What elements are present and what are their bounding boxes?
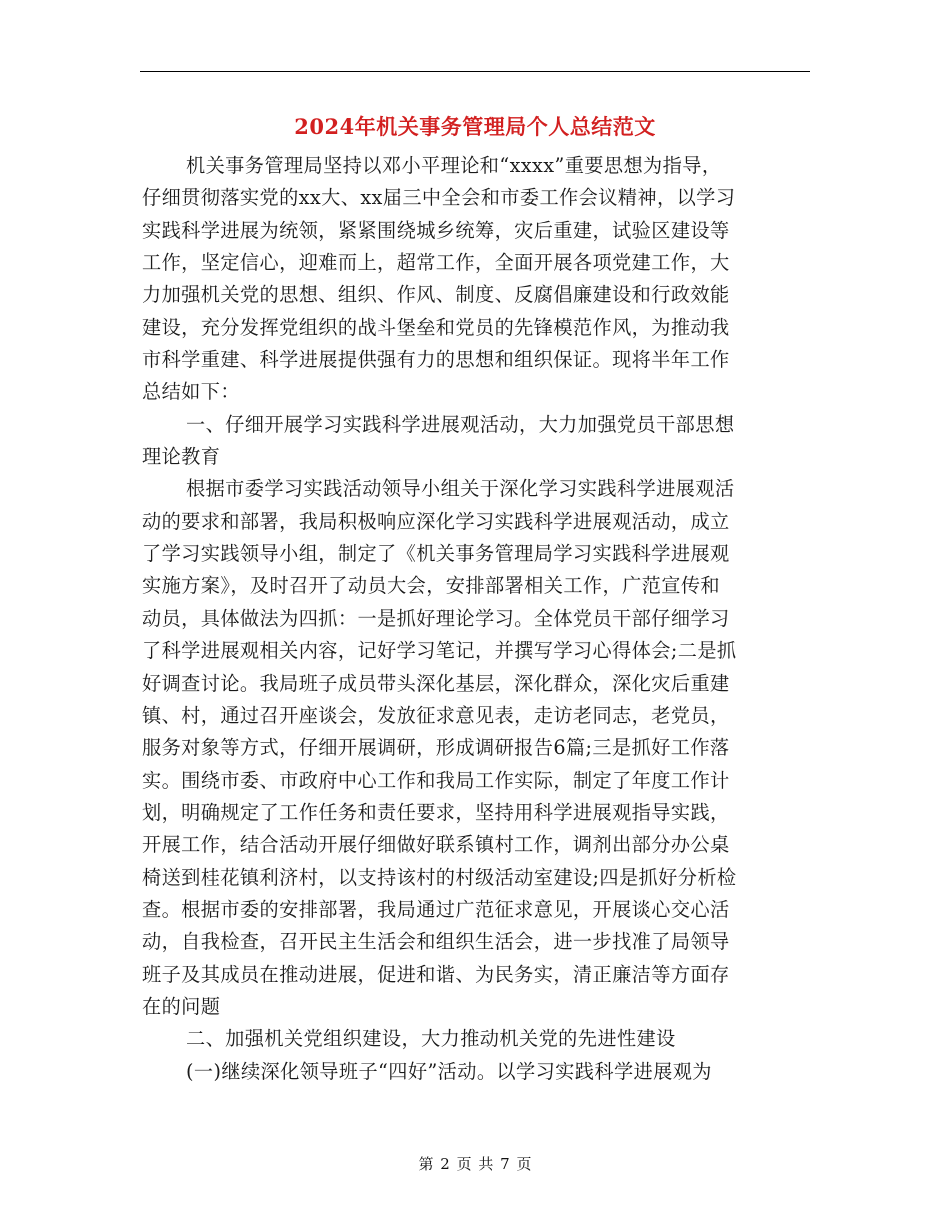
text-line: 服务对象等方式，仔细开展调研，形成调研报告6篇;三是抓好工作落	[142, 736, 730, 760]
text-line: 实践科学进展为统领，紧紧围绕城乡统筹，灾后重建，试验区建设等	[142, 218, 730, 242]
text-line: 二、加强机关党组织建设，大力推动机关党的先进性建设	[186, 1027, 676, 1051]
text-line: 划，明确规定了工作任务和责任要求，坚持用科学进展观指导实践，	[142, 800, 730, 824]
text-line: 了科学进展观相关内容，记好学习笔记，并撰写学习心得体会;二是抓	[142, 639, 737, 663]
text-line: 机关事务管理局坚持以邓小平理论和“xxxx”重要思想为指导，	[186, 154, 722, 177]
text-line: 建设，充分发挥党组织的战斗堡垒和党员的先锋模范作风，为推动我	[142, 315, 730, 339]
text-line: 力加强机关党的思想、组织、作风、制度、反腐倡廉建设和行政效能	[142, 283, 730, 307]
page-number	[0, 1154, 950, 1174]
text-line: 查。根据市委的安排部署，我局通过广范征求意见，开展谈心交心活	[142, 897, 730, 921]
text-line: 了学习实践领导小组，制定了《机关事务管理局学习实践科学进展观	[142, 542, 730, 566]
header-rule	[140, 71, 810, 72]
text-line: 理论教育	[142, 445, 221, 469]
text-line: 一、仔细开展学习实践科学进展观活动，大力加强党员干部思想	[186, 412, 735, 436]
text-line: 动的要求和部署，我局积极响应深化学习实践科学进展观活动，成立	[142, 509, 730, 533]
text-line: 工作，坚定信心，迎难而上，超常工作，全面开展各项党建工作，大	[142, 251, 730, 275]
document-body	[142, 150, 802, 1088]
text-line: 动员，具体做法为四抓：一是抓好理论学习。全体党员干部仔细学习	[142, 606, 730, 630]
document-title: 2024年机关事务管理局个人总结范文	[294, 114, 656, 139]
text-line: 实。围绕市委、市政府中心工作和我局工作实际，制定了年度工作计	[142, 768, 730, 792]
text-line: 动，自我检查，召开民主生活会和组织生活会，进一步找准了局领导	[142, 930, 730, 954]
page-number-label: 第 2 页 共 7 页	[418, 1155, 532, 1173]
text-line: 椅送到桂花镇利济村，以支持该村的村级活动室建设;四是抓好分析检	[142, 865, 737, 889]
text-line: 在的问题	[142, 994, 221, 1018]
text-line: 实施方案》，及时召开了动员大会，安排部署相关工作，广范宣传和	[142, 574, 721, 598]
text-line: 好调查讨论。我局班子成员带头深化基层，深化群众，深化灾后重建	[142, 671, 730, 695]
text-line: 镇、村，通过召开座谈会，发放征求意见表，走访老同志，老党员，	[142, 703, 730, 727]
text-line: (一)继续深化领导班子“四好”活动。以学习实践科学进展观为	[186, 1059, 712, 1083]
text-line: 仔细贯彻落实党的xx大、xx届三中全会和市委工作会议精神，以学习	[142, 186, 736, 210]
text-line: 总结如下：	[142, 380, 240, 404]
text-line: 班子及其成员在推动进展，促进和谐、为民务实，清正廉洁等方面存	[142, 962, 730, 986]
text-line: 开展工作，结合活动开展仔细做好联系镇村工作，调剂出部分办公桌	[142, 833, 730, 857]
text-line: 市科学重建、科学进展提供强有力的思想和组织保证。现将半年工作	[142, 348, 730, 372]
text-line: 根据市委学习实践活动领导小组关于深化学习实践科学进展观活	[186, 477, 735, 501]
